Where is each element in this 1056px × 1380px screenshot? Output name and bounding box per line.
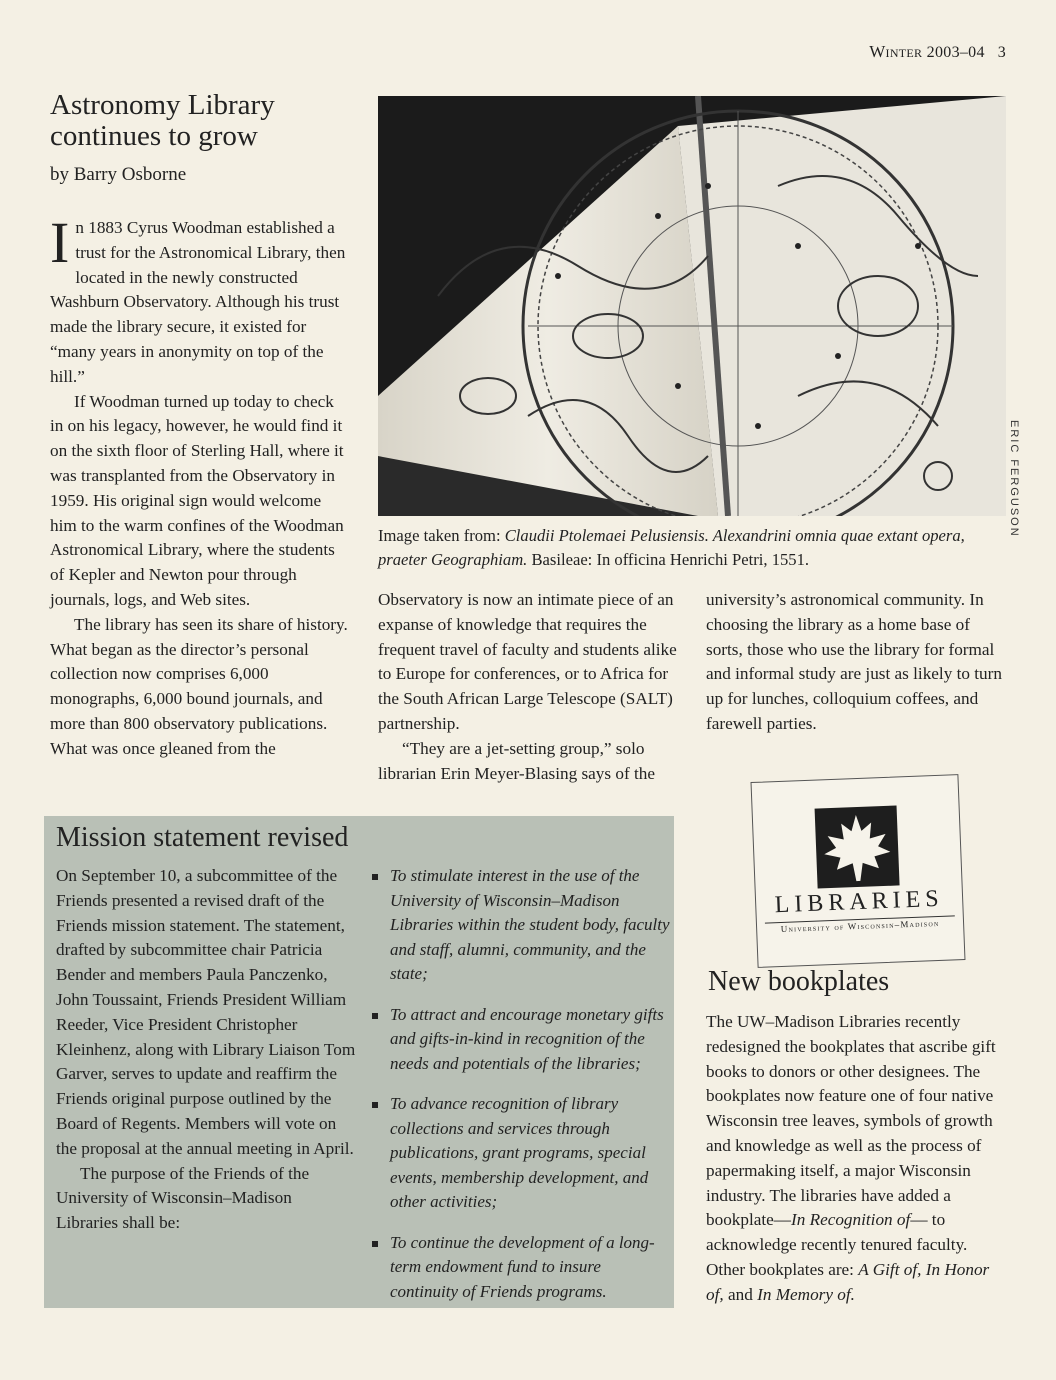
article-title: Astronomy Library continues to grow (50, 89, 275, 152)
header-season: Winter (869, 42, 923, 61)
article-byline: by Barry Osborne (50, 164, 187, 185)
mission-paragraph: The purpose of the Friends of the University of Wisconsin–Madison Libraries shall be: (56, 1163, 310, 1233)
running-header (869, 42, 1006, 62)
celestial-map-illustration (378, 96, 1006, 516)
article-column-3 (706, 588, 1006, 737)
page-number: 3 (997, 44, 1006, 61)
article-paragraph: If Woodman turned up today to check in on his legacy, however, he would find it on the sixth floor of Sterling Hall, where it was transplanted from the Observatory in 1959. His original sign would welcome him to the warm confines of the Woodman Astronomical Library, where the students of Kepler and Newton pour through journals, logs, and Web sites. (50, 391, 344, 609)
header-year: 2003–04 (926, 44, 985, 61)
star-chart-photo (378, 96, 1006, 516)
article-paragraph: university’s astronomical community. In choosing the library as a home base of sorts, those who use the library for formal and informal study are just as likely to turn up for lunches, colloquium coffees, and farewell parties. (706, 590, 1002, 733)
mission-column-2 (370, 864, 670, 1320)
bookplate-image (751, 774, 966, 968)
mission-bullet: To advance recognition of library collections and services through publications, grant programs, special events, membership development, and other activities; (370, 1092, 670, 1215)
bookplate-university-text: University of Wisconsin–Madison (780, 917, 940, 935)
article-paragraph: The library has seen its share of history. What began as the director’s personal collection now comprises 6,000 monographs, 6,000 bound journals, and more than 800 observatory publications. What was once gleaned from the (50, 614, 348, 758)
article-column-1 (50, 210, 350, 762)
bookplate-libraries-text: LIBRARIES (774, 885, 945, 919)
article-column-2 (378, 588, 678, 786)
caption-book-title: Claudii Ptolemaei Pelusiensis. Alexandrini omnia quae extant opera, praeter Geographiam. (378, 526, 965, 569)
drop-cap: I (50, 210, 70, 275)
mission-bullet: To stimulate interest in the use of the University of Wisconsin–Madison Libraries within the student body, faculty and staff, alumni, community, and the state; (370, 864, 670, 987)
photo-credit: ERIC FERGUSON (1008, 420, 1020, 538)
bookplates-column (706, 1010, 1006, 1308)
mission-title: Mission statement revised (56, 822, 349, 853)
article-paragraph: In 1883 Cyrus Woodman established a trust for the Astronomical Library, then located in the newly constructed Washburn Observatory. Although his trust made the library secure, it existed for “many years in anonymity on top of the hill.” (50, 210, 346, 386)
article-paragraph: Observatory is now an intimate piece of an expanse of knowledge that requires the frequent travel of faculty and students alike to Europe for conferences, or to Africa for the South African Large Telescope (SALT) partnership. (378, 590, 677, 733)
article-paragraph: “They are a jet-setting group,” solo librarian Erin Meyer-Blasing says of the (378, 738, 655, 783)
photo-caption: Image taken from: Claudii Ptolemaei Pelusiensis. Alexandrini omnia quae extant opera, praeter Geographiam. Basileae: In officina Henrichi Petri, 1551. (378, 526, 965, 569)
mission-bullet: To continue the development of a long-term endowment fund to insure continuity of Friends programs. (370, 1231, 670, 1305)
mission-column-1 (56, 864, 356, 1236)
bookplates-title: New bookplates (708, 966, 890, 997)
maple-leaf-icon (810, 799, 903, 892)
mission-paragraph: On September 10, a subcommittee of the Friends presented a revised draft of the Friends mission statement. The statement, drafted by subcommittee chair Patricia Bender and members Paula Panczenko, John Toussaint, Friends President William Reeder, Vice President Christopher Kleinhenz, along with Library Liaison Tom Garver, serves to update and reaffirm the Friends original purpose outlined by the Board of Regents. Members will vote on the proposal at the annual meeting in April. (56, 866, 356, 1158)
mission-bullet-list (370, 864, 670, 1304)
bookplates-paragraph: The UW–Madison Libraries recently redesigned the bookplates that ascribe gift books to donors or other designees. The bookplates now feature one of four native Wisconsin tree leaves, symbols of growth and knowledge as well as the process of papermaking itself, a major Wisconsin industry. The libraries have added a bookplate—In Recognition of— to acknowledge recently tenured faculty. Other bookplates are: A Gift of, In Honor of, and In Memory of. (706, 1012, 996, 1304)
mission-bullet: To attract and encourage monetary gifts and gifts-in-kind in recognition of the needs and potentials of the libraries; (370, 1003, 670, 1077)
